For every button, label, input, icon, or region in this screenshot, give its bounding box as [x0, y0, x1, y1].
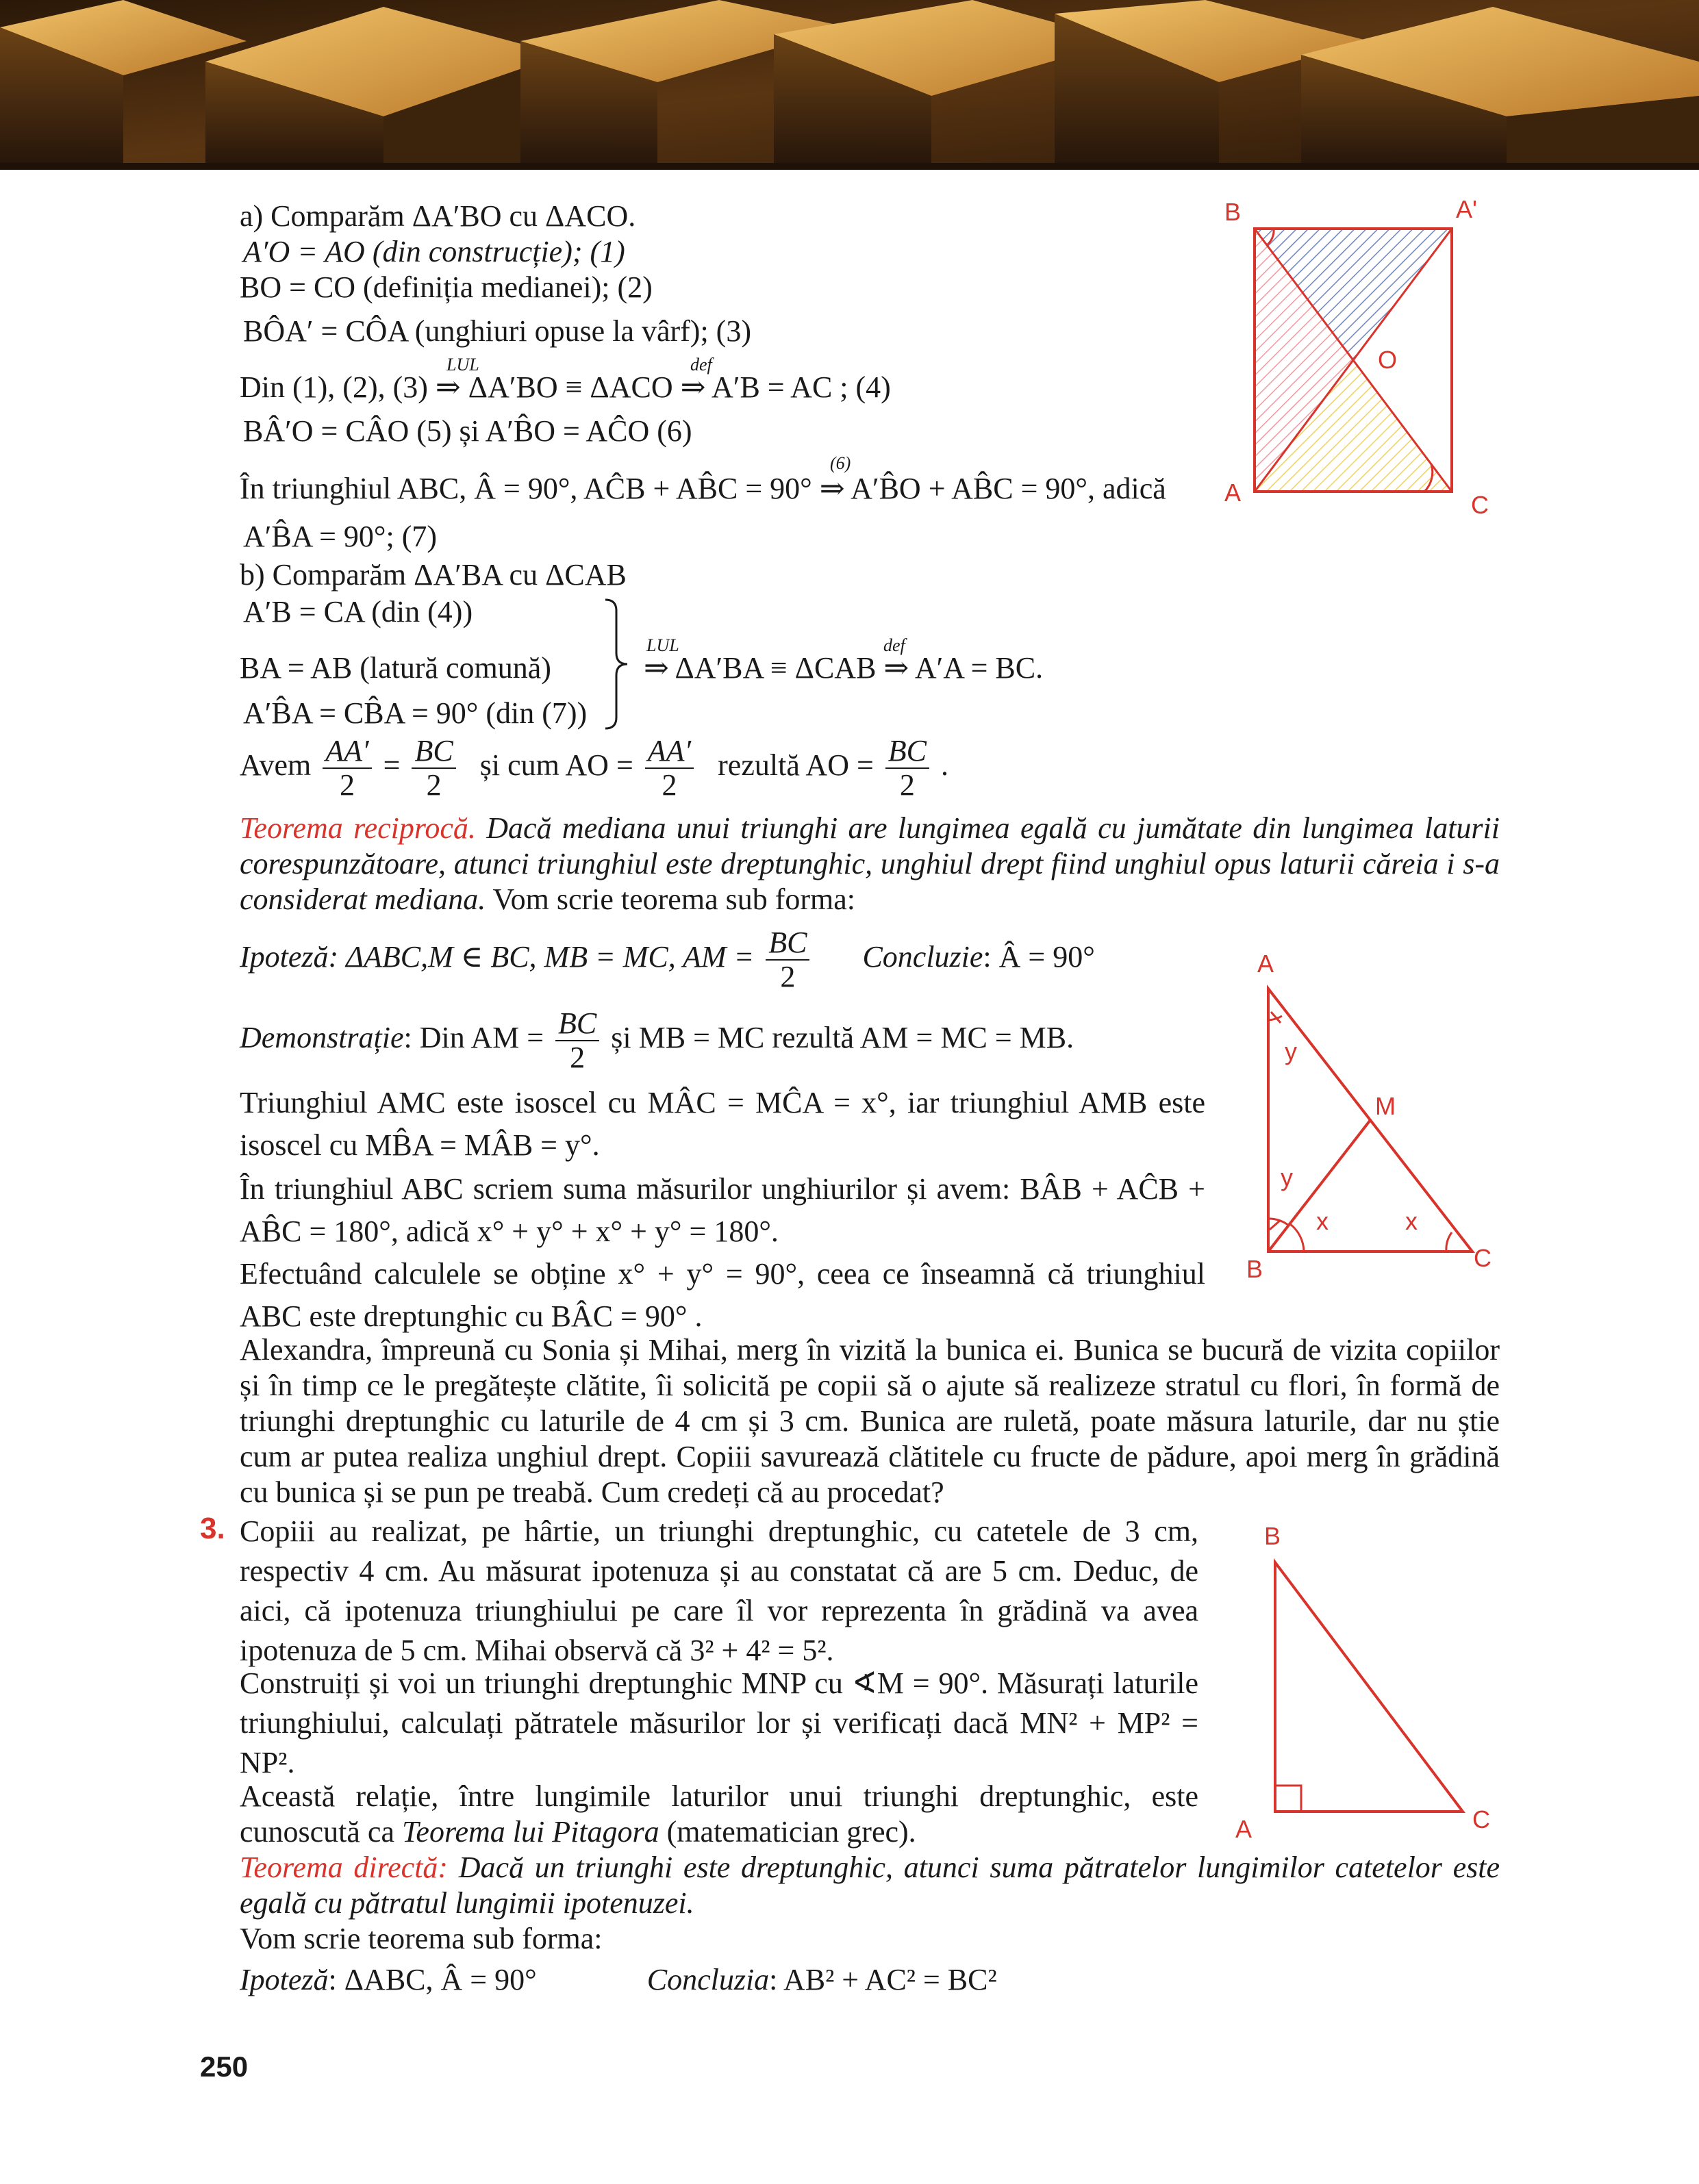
reciprocal-theorem-tail: Vom scrie teorema sub forma: [492, 883, 855, 916]
direct-hypothesis [240, 1962, 997, 1998]
demonstration-text-2: și MB = MC rezultă AM = MC = MB. [611, 1021, 1074, 1054]
demonstration-text-1: : Din AM = [403, 1021, 544, 1054]
demonstration-line [240, 1002, 1074, 1074]
direct-conclusion-label: Concluzia [646, 1963, 770, 1996]
right-brace [603, 597, 630, 731]
fraction-bc-2-b [885, 735, 929, 802]
triangle-abc [1275, 1562, 1463, 1812]
pythagoras-name: Teorema lui Pitagora [402, 1815, 659, 1849]
label-b: B [1264, 1522, 1281, 1550]
label-a: A [1224, 479, 1242, 507]
label-c: C [1471, 491, 1489, 519]
part-a-line-1: a) Comparăm ΔA′BO cu ΔACO. [240, 199, 636, 233]
item-number-3: 3. [200, 1512, 225, 1545]
label-m: M [1375, 1092, 1396, 1120]
angle-b-tick [1270, 1220, 1281, 1230]
part-a-line-5: Din (1), (2), (3) ⇒ ΔA′BO ≡ ΔACO ⇒ A′B = AC ; (4) [240, 370, 891, 404]
frac4-den: 2 [899, 767, 915, 802]
label-y-bottom: y [1281, 1163, 1293, 1191]
label-o: O [1378, 346, 1398, 374]
frac2-den: 2 [426, 767, 442, 802]
frac4-num: BC [885, 735, 929, 769]
frac3-num: AA′ [645, 735, 694, 769]
part-b-line-2: A′B = CA (din (4)) [243, 595, 473, 628]
item3-paragraph-1: Copiii au realizat, pe hârtie, un triunghi dreptunghic, cu catetele de 3 cm, respectiv 4 cm. Au măsurat ipotenuza și au constatat că are 5 cm. Deduc, de aici, că ipotenuza triunghiului pe care îl vor reprezenta în grădină va avea ipotenuza de 5 cm. Mihai observă că 3² + 4² = 5². [240, 1514, 1198, 1667]
avem-line [240, 731, 948, 802]
def-label-a: def [690, 355, 712, 374]
right-angle-mark [1275, 1786, 1301, 1812]
part-a-line-6: BÂ′O = CÂO (5) și A′B̂O = AĈO (6) [243, 414, 692, 448]
direct-theorem-label: Teorema directă: [240, 1851, 449, 1884]
avem-text: Avem [240, 748, 312, 782]
part-a-line-3: BO = CO (definiția medianei); (2) [240, 270, 653, 304]
label-a: A [1257, 950, 1274, 978]
header-banner [0, 0, 1699, 170]
demonstration-fraction [555, 1007, 599, 1074]
hyp-frac-den: 2 [780, 959, 796, 993]
frac3-den: 2 [662, 767, 677, 802]
figure-median-triangle [1226, 945, 1513, 1287]
conclusion-paragraph: Efectuând calculele se obține x° + y° = 90°, ceea ce înseamnă că triunghiul ABC este dreptunghic cu BÂC = 90° . [240, 1257, 1205, 1333]
page-number: 250 [200, 2050, 249, 2083]
reciprocal-theorem [240, 811, 1500, 917]
item3-paragraph-3 [240, 1779, 1198, 1850]
pythagoras-intro: Această relație, între lungimile laturilor unui triunghi dreptunghic, este cunoscută ca [240, 1779, 1198, 1849]
label-y-top: y [1285, 1037, 1297, 1065]
figure-right-triangle [1226, 1513, 1513, 1855]
part-a-line-7: În triunghiul ABC, Â = 90°, AĈB + AB̂C = 90° ⇒ A′B̂O + AB̂C = 90°, adică [240, 472, 1166, 505]
hypothesis-label: Ipoteză [240, 940, 329, 974]
label-b: B [1224, 198, 1242, 226]
figure-rectangle [1205, 192, 1520, 534]
label-x-left: x [1316, 1207, 1329, 1235]
conclusion-label: Concluzie [862, 940, 983, 974]
label-b: B [1246, 1255, 1263, 1283]
reciprocal-theorem-label: Teorema reciprocă. [240, 811, 476, 845]
direct-theorem-tail: Vom scrie teorema sub forma: [240, 1922, 603, 1955]
hypothesis-fraction [766, 926, 809, 993]
part-b-line-1: b) Comparăm ΔA′BA cu ΔCAB [240, 558, 627, 592]
conclusion-text: : Â = 90° [983, 940, 1095, 974]
part-b-line-3: BA = AB (latură comună) [240, 651, 551, 685]
fraction-aa-2-b [645, 735, 694, 802]
label-a-prime: A' [1456, 195, 1477, 223]
banner-image [0, 0, 1699, 170]
angle-b-lower-arc [1290, 1224, 1304, 1252]
frac2-num: BC [412, 735, 455, 769]
ref-6-label: (6) [830, 453, 851, 473]
direct-theorem [240, 1850, 1500, 1921]
part-a-line-4: BÔA′ = CÔA (unghiuri opuse la vârf); (3) [243, 314, 751, 348]
direct-conclusion-text: : AB² + AC² = BC² [769, 1963, 997, 1996]
label-c: C [1474, 1244, 1492, 1272]
item3-paragraph-2: Construiți și voi un triunghi dreptunghic MNP cu ∢M = 90°. Măsurați laturile triunghiului, calculați pătratele măsurilor lor și verificați dacă MN² + MP² = NP². [240, 1666, 1198, 1779]
pythagoras-note: (matematician grec). [666, 1815, 916, 1849]
demonstration-label: Demonstrație [240, 1021, 404, 1054]
part-b-conclusion: ⇒ ΔA′BA ≡ ΔCAB ⇒ A′A = BC. [644, 651, 1044, 685]
label-c: C [1472, 1805, 1490, 1833]
fraction-bc-2 [412, 735, 455, 802]
angle-c-arc [1446, 1232, 1452, 1252]
lul-label-a: LUL [446, 355, 479, 374]
period: . [941, 748, 949, 782]
label-a: A [1235, 1815, 1253, 1843]
part-a-line-8: A′B̂A = 90°; (7) [243, 520, 438, 553]
demo-frac-num: BC [555, 1007, 599, 1041]
part-b-line-4: A′B̂A = CB̂A = 90° (din (7)) [243, 696, 588, 730]
label-x-right: x [1405, 1207, 1418, 1235]
demo-frac-den: 2 [570, 1040, 586, 1074]
direct-theorem-text: Dacă un triunghi este dreptunghic, atunci suma pătratelor lungimilor catetelor este egală cu pătratul lungimii ipotenuzei. [240, 1851, 1500, 1920]
story-paragraph: Alexandra, împreună cu Sonia și Mihai, merg în vizită la bunica ei. Bunica se bucură de vizita copiilor și în timp ce le pregătește clătite, îi solicită pe copii să o ajute să realizeze stratul cu flori, în formă de triunghi dreptunghic cu laturile de 4 cm și 3 cm. Bunica are ruletă, poate măsura laturile, dar nu știe cum ar putea realiza unghiul drept. Copiii savurează clătitele cu fructe de pădure, apoi merg în grădină cu bunica și se pun pe treabă. Cum credeți că au procedat? [240, 1333, 1500, 1509]
rezulta-text: rezultă AO = [718, 748, 874, 782]
lul-label-b: LUL [646, 635, 679, 655]
reciprocal-hypothesis [240, 922, 1095, 993]
def-label-b: def [883, 635, 905, 655]
fraction-aa-2 [323, 735, 371, 802]
hypothesis-text: : ΔABC,M ∈ BC, MB = MC, AM = [328, 940, 755, 974]
part-a-line-2: A′O = AO (din construcție); (1) [243, 235, 625, 268]
angle-sum-paragraph: În triunghiul ABC scriem suma măsurilor unghiurilor și avem: BÂB + AĈB + AB̂C = 180°, adică x° + y° + x° + y° = 180°. [240, 1172, 1205, 1248]
reciprocal-theorem-text: Dacă mediana unui triunghi are lungimea egală cu jumătate din lungimea laturii corespunzătoare, atunci triunghiul este dreptunghic, unghiul drept fiind unghiul opus laturii căreia i s-a considerat mediana. [240, 811, 1500, 916]
frac1-den: 2 [339, 767, 355, 802]
equals: = [383, 748, 401, 782]
isosceles-paragraph: Triunghiul AMC este isoscel cu MÂC = MĈA = x°, iar triunghiul AMB este isoscel cu MB̂A = MÂB = y°. [240, 1086, 1205, 1162]
direct-hypothesis-text: : ΔABC, Â = 90° [328, 1963, 537, 1996]
direct-hypothesis-label: Ipoteză [240, 1963, 329, 1996]
frac1-num: AA′ [323, 735, 371, 769]
hyp-frac-num: BC [766, 926, 809, 961]
si-cum-text: și cum AO = [479, 748, 633, 782]
